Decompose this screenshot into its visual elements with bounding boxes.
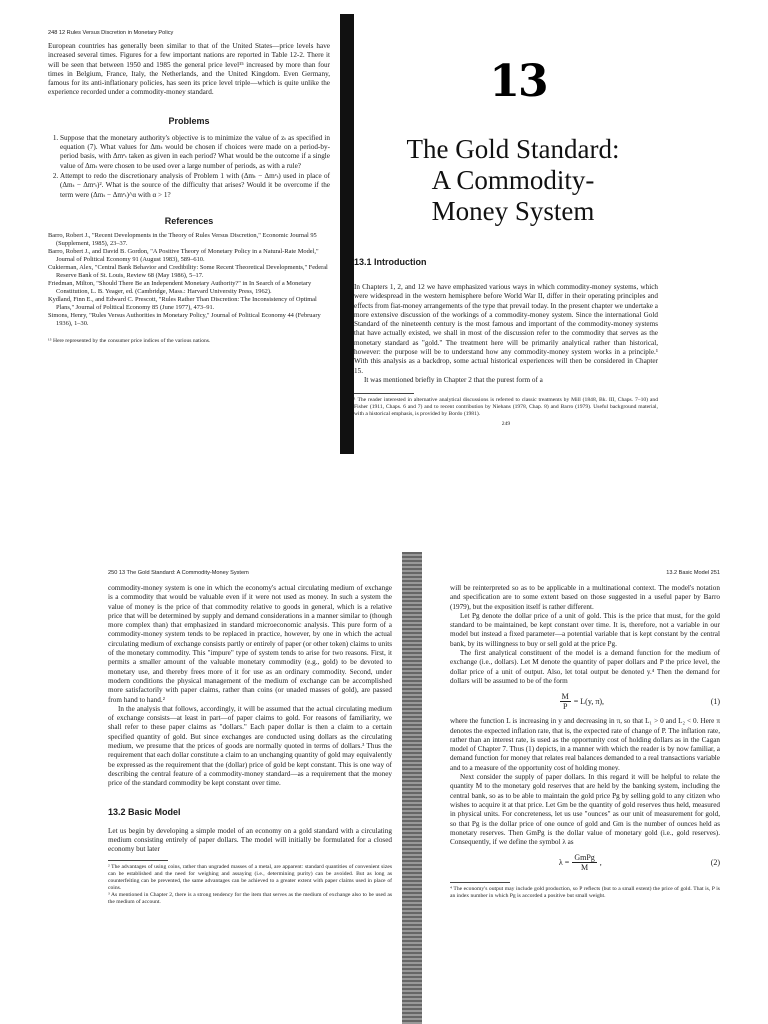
fraction	[572, 853, 596, 872]
page-249	[354, 30, 658, 470]
running-header: 250 13 The Gold Standard: A Commodity-Money System	[108, 570, 249, 576]
body-paragraph: In Chapters 1, 2, and 12 we have emphasized various ways in which commodity-money systems, which were widespread in the western hemisphere before World War II, differ in their operating principles and effects from fiat-money arrangements of the type that prevail today. In the present chapter we undertake a more extensive discussion of the workings of a commodity-money system. Since the international Gold Standard of the nineteenth century is the most famous and important of the commodity-money systems that have actually existed, we shall in most of the discussion refer to the commodity that serves as the monetary standard as "gold." The treatment here will be primarily analytical rather than historical, however: the purpose will be to understand how any commodity-money system works in a principle.¹ With this analysis as a backdrop, some actual historical experiences will then be considered in Chapter 15.	[354, 283, 658, 375]
numerator: M	[561, 692, 569, 702]
equation-rhs: = L(y, π),	[573, 697, 605, 707]
chapter-number: 13	[489, 55, 547, 107]
body-paragraph: In the analysis that follows, accordingly, it will be assumed that the actual circulating medium of exchange consists—at least in part—of paper claims to gold. For reasons of familiarity, we shall refer to these paper claims as "dollars." Each paper dollar is then a claim to a certain specified quantity of gold. But since exchanges are conducted using dollars as the circulating medium, we presume that the prices of goods are normally quoted in terms of dollars.³ Thus the requirement that each dollar constitute a claim to an unchanging quantity of gold may equivalently be expressed as the requirement that the (dollar) price of gold be kept constant. This is one way of describing the central feature of a commodity-money standard—as a requirement that the money price of the standard commodity be kept constant over time.	[108, 704, 392, 788]
reference-item: Friedman, Milton, "Should There Be an Independent Monetary Authority?" in In Search of a Monetary Constitution, L. B. Yeager, ed. (Cambridge, Mass.: Harvard University Press, 1962).	[48, 279, 312, 295]
page-number: 249	[501, 421, 511, 428]
book-spine-shadow	[402, 552, 422, 1024]
running-header: 13.2 Basic Model 251	[666, 570, 720, 576]
references-list	[48, 232, 330, 328]
equation-label: (2)	[710, 858, 721, 868]
page-250	[108, 570, 392, 1020]
intro-paragraph: European countries has generally been similar to that of the United States—price levels have increased several times. Figures for a few important nations are reported in Table 12-2. There it will be seen that between 1950 and 1985 the general price level¹⁵ increased by more than four times in Belgium, France, Italy, the Netherlands, and the United Kingdom. Even Germany, famous for its anti-inflationary policies, has seen its price level triple—which is quite unlike the experience recorded under a commodity-money standard.	[48, 42, 330, 97]
equation-label: (1)	[710, 697, 721, 707]
chapter-title	[368, 134, 658, 227]
reference-item: Simons, Henry, "Rules Versus Authorities in Monetary Policy," Journal of Political Economy 44 (February 1936), 1–30.	[48, 311, 321, 327]
equation-lhs: λ =	[558, 858, 570, 868]
equation-tail: ,	[599, 858, 602, 868]
chapter-number-box	[478, 56, 558, 106]
chapter-title-line: A Commodity-	[431, 165, 595, 195]
denominator: P	[562, 702, 568, 712]
body-paragraph: Next consider the supply of paper dollars. In this regard it will be helpful to relate the quantity M to the monetary gold reserves that are held by the banking system, including the central bank, so as to be able to maintain the gold price Pg by selling gold to any citizen who wishes to acquire it at that price. Let Gm be the quantity of gold reserves thus held, measured in physical units. For concreteness, let us use "ounces" as our unit of measurement for gold, so that Pg is the dollar price of one ounce of gold and Gm is the number of ounces held as monetary reserves. Then GmPg is the dollar value of monetary gold (i.e., gold reserves). Consequently, if we define the symbol λ as	[450, 773, 720, 847]
section-heading: 13.1 Introduction	[354, 257, 427, 267]
footnote: ¹⁵ Here represented by the consumer price indices of the various nations.	[48, 337, 211, 344]
equation-1	[450, 692, 720, 711]
body-paragraph: Let Pg denote the dollar price of a unit of gold. This is the price that must, for the gold standard to be maintained, be kept constant over time. It is, therefore, not a variable in our model but instead a fixed parameter—a potential variable that is kept constant by the central bank, by its willingness to buy or sell gold at the price Pg.	[450, 611, 720, 648]
references-heading: References	[164, 215, 214, 226]
body-paragraph: Let us begin by developing a simple model of an economy on a gold standard with a circulating medium consisting entirely of paper dollars. The model will initially be formulated for a closed economy but later	[108, 826, 392, 854]
denominator: M	[580, 863, 589, 873]
body-paragraph: commodity-money system is one in which the economy's actual circulating medium of exchange is a commodity that would be valuable even if it were not used as money. In such a system the value of money is the price of that commodity relative to goods in general, which is a relative price that will be determined by supply and demand considerations in a manner similar to (though more complex than) that emphasized in standard microeconomic analysis. This pure form of a commodity-money system tends to be replaced in practice, however, by one in which the actual circulating medium of exchange consists partly or entirely of paper (or other token) claims to units of the monetary commodity. This "impure" type of system tends to arise for two reasons. First, it permits a smaller amount of the valuable monetary commodity (e.g., gold) to be devoted to monetary use, and thereby frees more of it for use as an ordinary commodity. Second, under modern conditions the physical management of the medium of exchange can be accomplished more satisfactorily with paper claims, rather than coins (or unaded masses of gold), are passed from hand to hand.²	[108, 584, 392, 704]
footnote: ³ As mentioned in Chapter 2, there is a strong tendency for the item that serves as the medium of exchange also to be used as the medium of account.	[108, 892, 392, 906]
body-paragraph: It was mentioned briefly in Chapter 2 that the purest form of a	[364, 375, 543, 384]
numerator: GmPg	[574, 853, 595, 863]
chapter-title-line: Money System	[431, 196, 595, 226]
body-paragraph: where the function L is increasing in y and decreasing in π, so that L₁ > 0 and L₂ < 0. Here π denotes the expected inflation rate, that is, the expected rate of change of P. The inflation rate, rather than an interest rate, is used as the opportunity cost of holding dollars as in the Cagan model of Chapter 7. Thus (1) depicts, in a manner with which the reader is by now familiar, a demand function for money that relates real balances demanded to a real transactions variable and to a measure of the opportunity cost of holding money.	[450, 717, 720, 772]
running-header: 248 12 Rules Versus Discretion in Monetary Policy	[48, 30, 174, 36]
reference-item: Cukierman, Alex, "Central Bank Behavior and Credibility: Some Recent Theoretical Developments," Federal Reserve Bank of St. Louis, Review 68 (May 1986), 5–17.	[48, 263, 328, 279]
body-paragraph: will be reinterpreted so as to be applicable in a multinational context. The model's notation and specification are to some extent based on those suggested in a useful paper by Barro (1979), but the exposition itself is rather different.	[450, 584, 720, 611]
footnote: ² The advantages of using coins, rather than ungraded masses of a metal, are apparent: standard quantities of convenient sizes can be established and the need for weighing and assaying (i.e., determining purity) can be avoided. But as long as counterfeiting can be prevented, the same advantages can be achieved to a greater extent with paper claims used in place of coins.	[108, 864, 392, 892]
equation-2	[450, 853, 720, 872]
reference-item: Barro, Robert J., "Recent Developments in the Theory of Rules Versus Discretion," Economic Journal 95 (Supplement, 1985), 23–37.	[48, 231, 317, 247]
reference-item: Barro, Robert J., and David B. Gordon, "A Positive Theory of Monetary Policy in a Natural-Rate Model," Journal of Political Economy 91 (August 1983), 589–610.	[48, 247, 319, 263]
book-spine-shadow	[340, 14, 354, 454]
problems-heading: Problems	[168, 115, 210, 126]
problems-list	[48, 134, 330, 200]
fraction	[560, 692, 571, 711]
spread-divider	[0, 496, 768, 532]
problem-item: 2. Attempt to redo the discretionary analysis of Problem 1 with (Δmₜ − Δmᵉₜ) used in place of (Δmₜ − Δmᵉₜ)². What is the source of the difficulty that arises? Would it be overcome if the term were (Δmₜ − Δmᵉₜ)^α with α > 1?	[60, 172, 330, 200]
body-paragraph: The first analytical constituent of the model is a demand function for the medium of exchange (i.e., dollars). Let M denote the quantity of paper dollars and P the price level, the dollar price of a unit of output. Also, let total output be denoted y.⁴ Then the demand for dollars will be assumed to be of the form	[450, 649, 720, 685]
reference-item: Kydland, Finn E., and Edward C. Prescott, "Rules Rather Than Discretion: The Inconsistency of Optimal Plans," Journal of Political Economy 85 (June 1977), 473–91.	[48, 295, 317, 311]
section-heading: 13.2 Basic Model	[108, 806, 181, 817]
page-248	[48, 30, 330, 490]
footnote: ⁴ The economy's output may include gold production, so P reflects (but to a small extent) the price of gold. That is, P is an index number in which Pg is accorded a positive but small weight.	[450, 886, 720, 900]
chapter-title-line: The Gold Standard:	[406, 134, 620, 164]
page-251	[450, 570, 720, 1020]
footnote: ¹ The reader interested in alternative analytical discussions is referred to classic treatments by Mill (1848, Bk. III, Chaps. 7–10) and Fisher (1911, Chaps. 6 and 7) and to recent contribution by Niehans (1978, Chap. 8) and Barro (1979). Useful background material, with a historical emphasis, is provided by Bordo (1981).	[354, 397, 658, 418]
problem-item: 1. Suppose that the monetary authority's objective is to minimize the value of zₜ as specified in equation (7). What values for Δmₜ would be chosen if choices were made on a period-by-period basis, with Δmᵉₜ taken as given in each period? What would be the outcome if a single value of Δmₜ were chosen to be used over a large number of periods, as with a rule?	[60, 134, 330, 171]
